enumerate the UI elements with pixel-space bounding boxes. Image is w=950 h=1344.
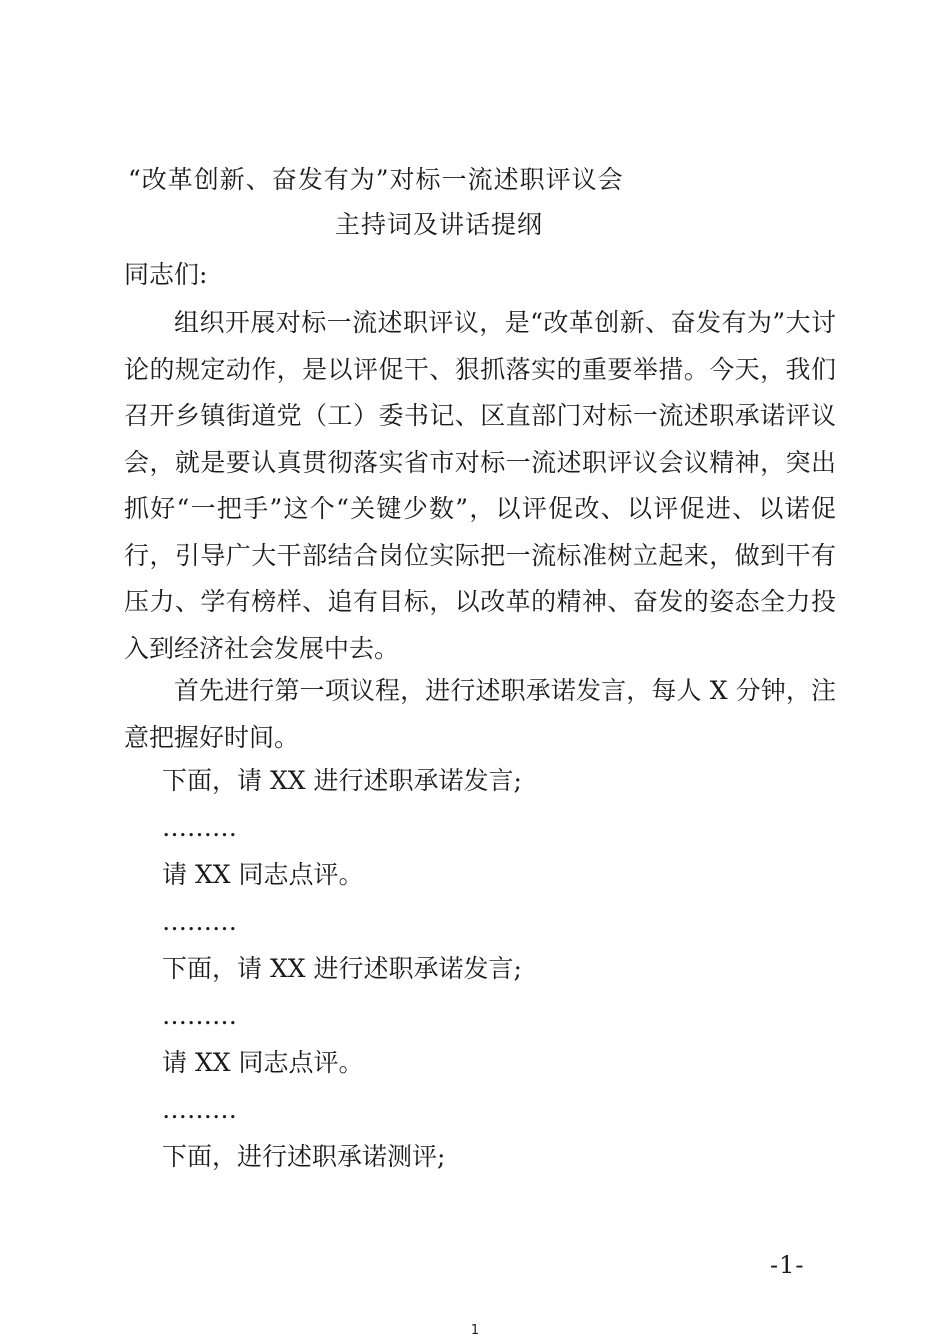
agenda-line: 下面，请 XX 进行述职承诺发言; [162, 954, 522, 983]
paragraph-intro: 组织开展对标一流述职评议，是“改革创新、奋发有为”大讨论的规定动作，是以评促干、狠抓落实的重要举措。今天，我们召开乡镇街道党（工）委书记、区直部门对标一流述职承诺评议会，就是要认真贯彻落实省市对标一流述职评议会议精神，突出抓好“一把手”这个“关键少数”，以评促改、以评促进、以诺促行，引导广大干部结合岗位实际把一流标准树立起来，做到干有压力、学有榜样、追有目标，以改革的精神、奋发的姿态全力投入到经济社会发展中去。 [124, 308, 836, 663]
paragraph-agenda: 首先进行第一项议程，进行述职承诺发言，每人 X 分钟，注意把握好时间。 [124, 676, 836, 752]
document-title-line2: 主持词及讲话提纲 [335, 210, 544, 239]
agenda-line: 请 XX 同志点评。 [162, 860, 364, 889]
ellipsis-line: ……… [162, 1095, 237, 1124]
page-label: -1- [770, 1251, 805, 1279]
footer-page-number: 1 [470, 1323, 480, 1338]
agenda-line: 请 XX 同志点评。 [162, 1048, 364, 1077]
ellipsis-line: ……… [162, 813, 237, 842]
salutation: 同志们: [124, 260, 208, 289]
agenda-line: 下面，进行述职承诺测评; [162, 1142, 446, 1171]
ellipsis-line: ……… [162, 907, 237, 936]
ellipsis-line: ……… [162, 1001, 237, 1030]
agenda-line: 下面，请 XX 进行述职承诺发言; [162, 766, 522, 795]
document-title-line1: “改革创新、奋发有为”对标一流述职评议会 [128, 165, 624, 194]
